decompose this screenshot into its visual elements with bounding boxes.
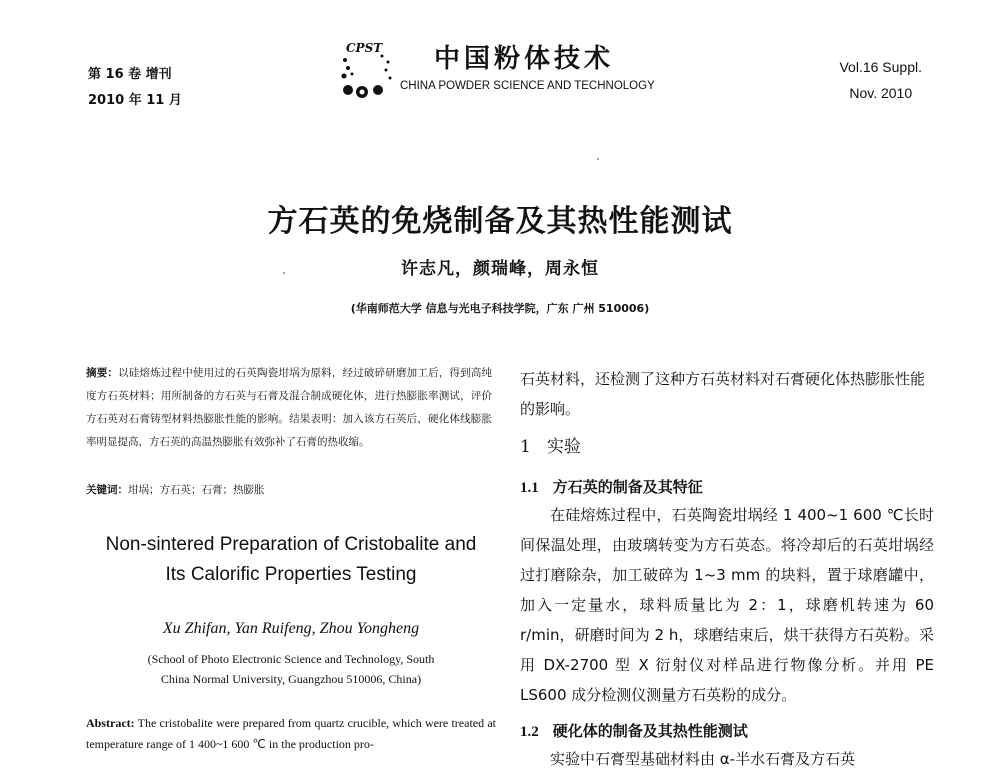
paper-title-en bbox=[86, 530, 496, 590]
volume-issue-cn: 第 16 卷 增刊 bbox=[88, 67, 172, 82]
intro-continuation: 石英材料，还检测了这种方石英材料对石膏硬化体热膨胀性能的影响。 bbox=[520, 370, 926, 418]
section-heading-1 bbox=[520, 432, 934, 462]
date-en: Nov. 2010 bbox=[849, 85, 913, 101]
body-text-1-2 bbox=[520, 744, 934, 774]
journal-title-en: CHINA POWDER SCIENCE AND TECHNOLOGY bbox=[400, 80, 655, 92]
abstract-en-label: Abstract: bbox=[86, 716, 135, 730]
subsection-title: 方石英的制备及其特征 bbox=[552, 478, 703, 496]
authors-cn: 许志凡，颜瑞峰，周永恒 bbox=[401, 259, 599, 279]
logo-text: CPST bbox=[346, 41, 383, 55]
keywords-cn bbox=[86, 482, 492, 497]
body-paragraph: 在硅熔炼过程中，石英陶瓷坩埚经 1 400~1 600 ℃长时间保温处理，由玻璃转变为方石英态。将冷却后的石英坩埚经过打磨除杂，加工破碎为 1~3 mm 的块料，置于球磨罐中，加入一定量水，球料质量比为 2：1，球磨机转速为 60 r/min，研磨时间为 2 h，球磨结束后，烘干获得方石英粉。采用 DX-2700 型 X 衍射仪对样品进行物像分析。并用 PE LS600 成分检测仪测量方石英粉的成分。 bbox=[520, 506, 934, 704]
authors-en: Xu Zhifan, Yan Ruifeng, Zhou Yongheng bbox=[162, 620, 420, 637]
scan-speck bbox=[597, 158, 599, 160]
paper-title-cn: 方石英的免烧制备及其热性能测试 bbox=[267, 204, 733, 239]
subsection-heading-1-2 bbox=[520, 716, 934, 747]
abstract-en bbox=[86, 713, 496, 755]
journal-title-cn: 中国粉体技术 bbox=[434, 44, 615, 74]
date-cn: 2010 年 11 月 bbox=[88, 93, 182, 108]
abstract-en-text: The cristobalite were prepared from quartz crucible, which were treated at temperature range of 1 400~1 600 ℃ in the production pro- bbox=[86, 716, 496, 751]
abstract-cn-text: 以硅熔炼过程中使用过的石英陶瓷坩埚为原料，经过破碎研磨加工后，得到高纯度方石英材料；用所制备的方石英与石膏及混合制成硬化体，进行热膨胀率测试，评价方石英对石膏铸型材料热膨胀性能的影响。结果表明：加入该方石英后，硬化体线膨胀率明显提高，方石英的高温热膨胀有效弥补了石膏的热收缩。 bbox=[86, 367, 493, 448]
affiliation-cn: (华南师范大学 信息与光电子科技学院，广东 广州 510006) bbox=[350, 302, 650, 315]
section-number: 1 bbox=[520, 437, 531, 457]
affiliation-en-line: (School of Photo Electronic Science and Technology, South bbox=[147, 652, 435, 666]
section-title: 实验 bbox=[546, 437, 581, 457]
volume-issue-en: Vol.16 Suppl. bbox=[839, 59, 922, 75]
keywords-cn-text: 坩埚；方石英；石膏；热膨胀 bbox=[128, 484, 265, 496]
affiliation-en bbox=[86, 649, 496, 689]
subsection-heading-1-1 bbox=[520, 472, 934, 503]
subsection-title: 硬化体的制备及其热性能测试 bbox=[552, 722, 748, 740]
header-left bbox=[88, 62, 182, 114]
journal-logo-icon bbox=[338, 38, 400, 100]
header-right bbox=[839, 54, 922, 106]
paper-title-en-line: Its Calorific Properties Testing bbox=[165, 564, 417, 585]
abstract-cn-label: 摘要： bbox=[86, 367, 119, 379]
affiliation-en-line: China Normal University, Guangzhou 510006, China) bbox=[160, 672, 422, 686]
subsection-number: 1.2 bbox=[520, 724, 539, 740]
body-paragraph: 实验中石膏型基础材料由 α-半水石膏及方石英 bbox=[550, 750, 856, 768]
body-text-1-1 bbox=[520, 500, 934, 710]
subsection-number: 1.1 bbox=[520, 480, 539, 496]
paper-title-en-line: Non-sintered Preparation of Cristobalite and bbox=[105, 534, 477, 555]
abstract-cn bbox=[86, 362, 492, 454]
keywords-cn-label: 关键词： bbox=[86, 484, 128, 496]
